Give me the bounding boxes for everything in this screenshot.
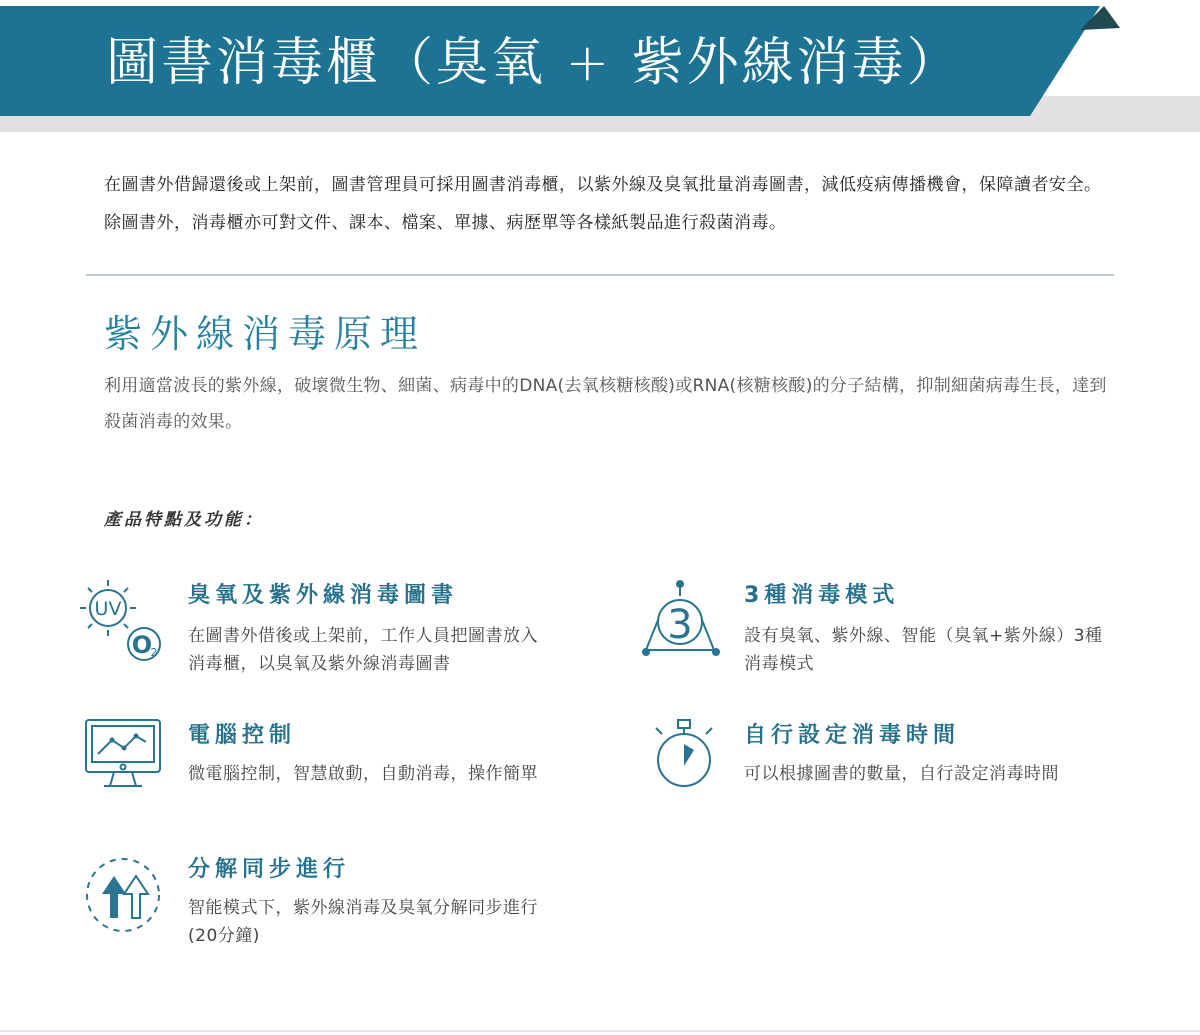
bottom-divider: [0, 1030, 1200, 1032]
section-divider: [86, 274, 1114, 276]
feature-title: 3種消毒模式: [744, 583, 900, 608]
o2-icon-text: O: [131, 631, 153, 659]
title-banner: [0, 0, 1200, 132]
sync-arrows-icon: [80, 850, 166, 940]
feature-title: 臭氧及紫外線消毒圖書: [188, 583, 459, 608]
o2-icon-subscript: 2: [150, 646, 158, 659]
feature-description: 設有臭氧、紫外線、智能（臭氧+紫外線）3種消毒模式: [744, 626, 1103, 674]
three-icon-text: 3: [667, 602, 693, 648]
feature-title: 自行設定消毒時間: [744, 723, 961, 748]
computer-monitor-icon: [82, 716, 164, 792]
uv-principle-heading: 紫外線消毒原理: [104, 312, 427, 356]
stopwatch-icon: [646, 710, 722, 794]
feature-title: 電腦控制: [188, 723, 297, 748]
page-title: 圖書消毒櫃（臭氧 + 紫外線消毒）: [106, 33, 962, 93]
intro-paragraph: 在圖書外借歸還後或上架前，圖書管理員可採用圖書消毒櫃，以紫外線及臭氧批量消毒圖書，減低疫病傳播機會，保障讀者安全。除圖書外，消毒櫃亦可對文件、課本、檔案、單據、病歷單等各樣紙製品進行殺菌消毒。: [104, 175, 1102, 233]
feature-description: 智能模式下，紫外線消毒及臭氧分解同步進行(20分鐘): [188, 898, 538, 946]
uv-ozone-icon: [72, 574, 182, 674]
features-label: 產品特點及功能：: [104, 510, 264, 530]
uv-icon-text: UV: [94, 598, 122, 620]
feature-description: 可以根據圖書的數量，自行設定消毒時間: [744, 764, 1059, 784]
feature-description: 微電腦控制，智慧啟動，自動消毒，操作簡單: [188, 764, 538, 784]
feature-description: 在圖書外借後或上架前，工作人員把圖書放入消毒櫃，以臭氧及紫外線消毒圖書: [188, 626, 538, 674]
feature-title: 分解同步進行: [188, 857, 351, 882]
uv-principle-text: 利用適當波長的紫外線，破壞微生物、細菌、病毒中的DNA(去氧核糖核酸)或RNA(核糖核酸)的分子結構，抑制細菌病毒生長，達到殺菌消毒的效果。: [104, 376, 1107, 432]
three-modes-icon: [636, 576, 726, 662]
